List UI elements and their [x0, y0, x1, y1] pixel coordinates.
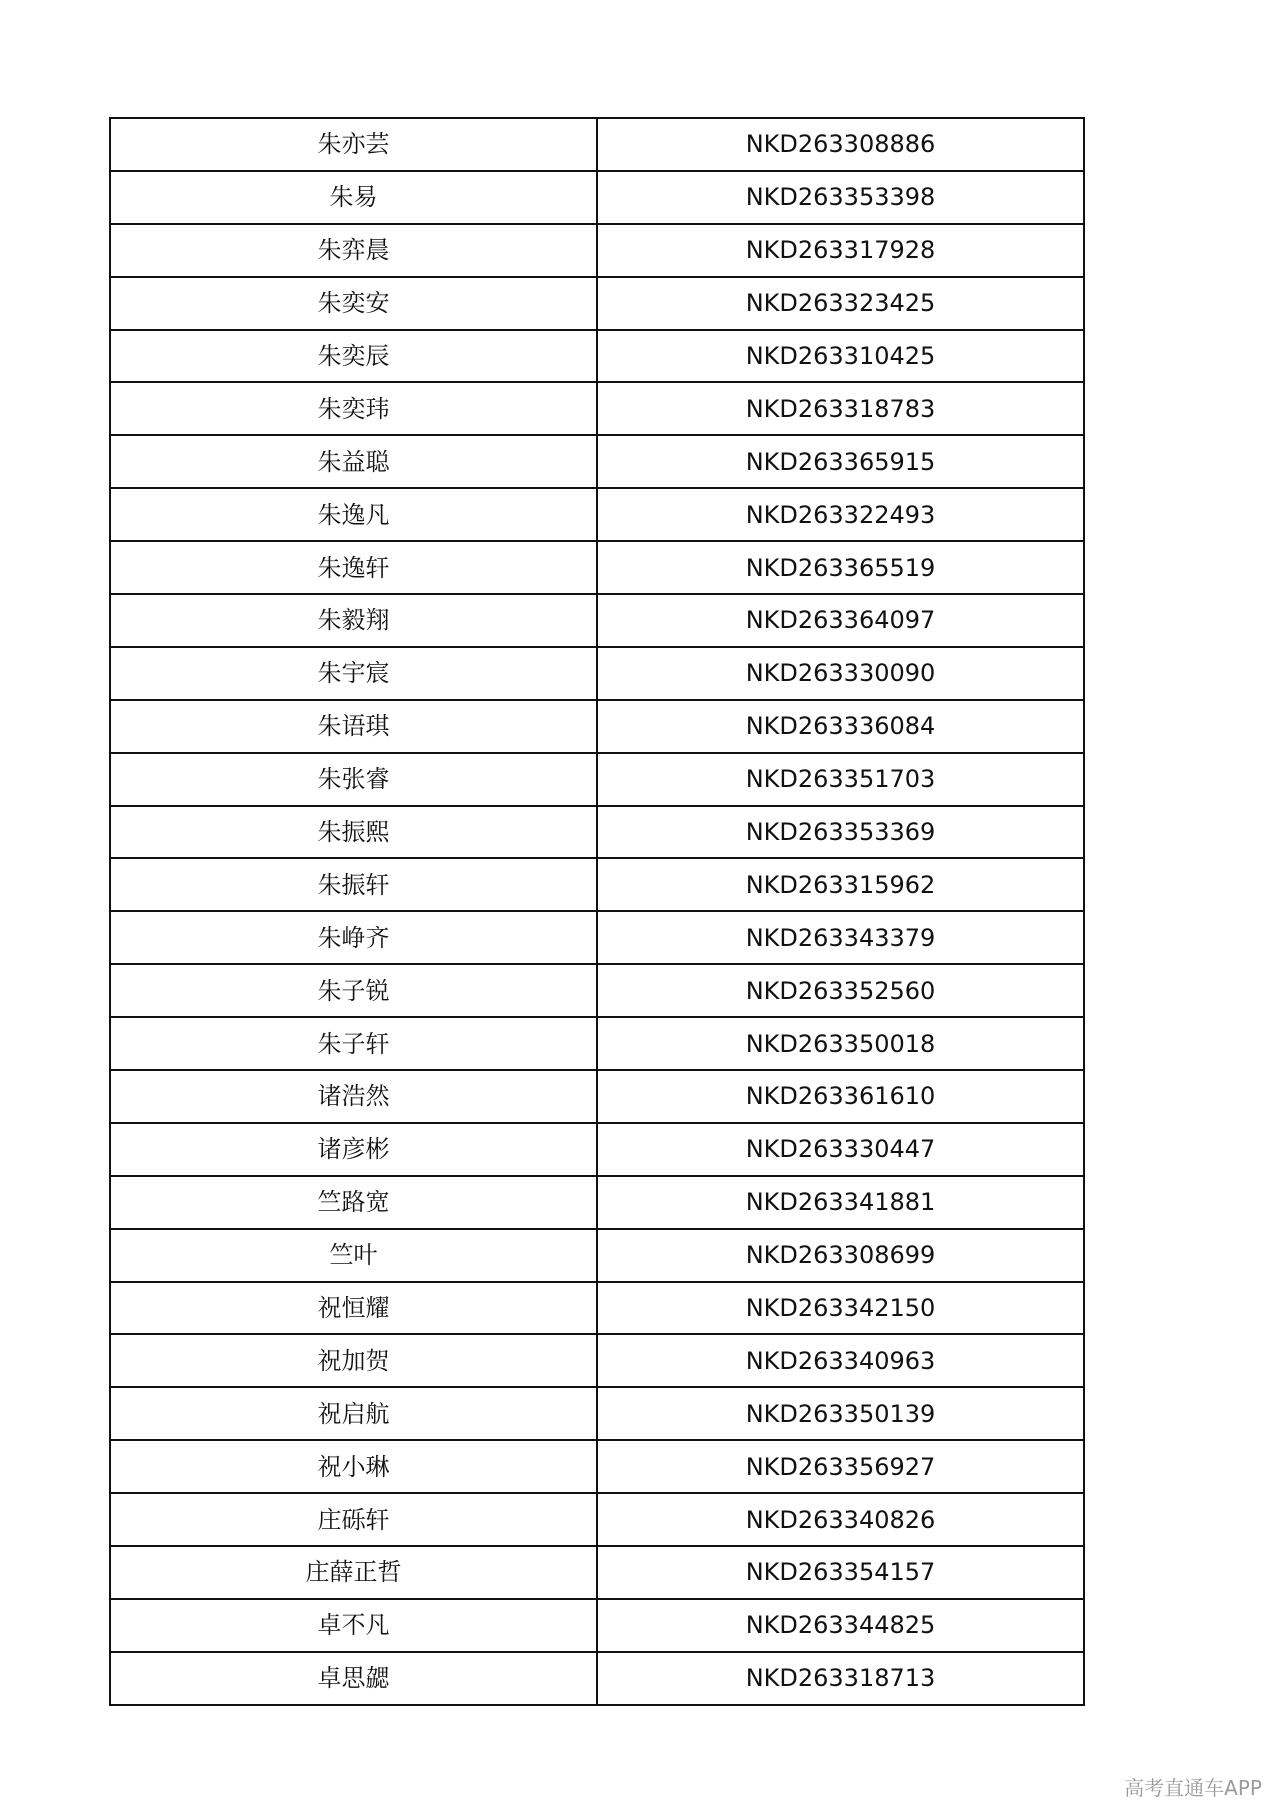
- name-cell: 竺叶: [110, 1229, 597, 1282]
- name-cell: 朱易: [110, 171, 597, 224]
- id-cell: NKD263352560: [597, 964, 1084, 1017]
- table-row: [110, 1176, 1084, 1229]
- roster-table-body: [110, 118, 1084, 1705]
- id-cell: NKD263310425: [597, 330, 1084, 383]
- table-row: [110, 1334, 1084, 1387]
- name-cell: 朱弈晨: [110, 224, 597, 277]
- table-row: [110, 488, 1084, 541]
- name-cell: 朱张睿: [110, 753, 597, 806]
- id-cell: NKD263340963: [597, 1334, 1084, 1387]
- name-cell: 朱奕辰: [110, 330, 597, 383]
- id-cell: NKD263342150: [597, 1282, 1084, 1335]
- id-cell: NKD263323425: [597, 277, 1084, 330]
- name-cell: 朱峥齐: [110, 911, 597, 964]
- name-cell: 朱逸轩: [110, 541, 597, 594]
- name-cell: 朱子轩: [110, 1017, 597, 1070]
- table-row: [110, 1387, 1084, 1440]
- id-cell: NKD263315962: [597, 858, 1084, 911]
- table-row: [110, 118, 1084, 171]
- name-cell: 朱逸凡: [110, 488, 597, 541]
- id-cell: NKD263356927: [597, 1440, 1084, 1493]
- table-row: [110, 224, 1084, 277]
- id-cell: NKD263318783: [597, 382, 1084, 435]
- id-cell: NKD263308699: [597, 1229, 1084, 1282]
- id-cell: NKD263317928: [597, 224, 1084, 277]
- table-row: [110, 806, 1084, 859]
- table-row: [110, 277, 1084, 330]
- table-row: [110, 1070, 1084, 1123]
- table-row: [110, 330, 1084, 383]
- table-row: [110, 964, 1084, 1017]
- id-cell: NKD263336084: [597, 700, 1084, 753]
- roster-table: [109, 117, 1085, 1706]
- table-row: [110, 1652, 1084, 1705]
- name-cell: 祝加贺: [110, 1334, 597, 1387]
- table-row: [110, 541, 1084, 594]
- id-cell: NKD263344825: [597, 1599, 1084, 1652]
- name-cell: 祝小琳: [110, 1440, 597, 1493]
- name-cell: 朱益聪: [110, 435, 597, 488]
- name-cell: 朱振熙: [110, 806, 597, 859]
- table-row: [110, 911, 1084, 964]
- id-cell: NKD263364097: [597, 594, 1084, 647]
- table-row: [110, 1546, 1084, 1599]
- id-cell: NKD263361610: [597, 1070, 1084, 1123]
- name-cell: 祝启航: [110, 1387, 597, 1440]
- table-row: [110, 1282, 1084, 1335]
- name-cell: 朱语琪: [110, 700, 597, 753]
- name-cell: 朱子锐: [110, 964, 597, 1017]
- name-cell: 朱奕玮: [110, 382, 597, 435]
- id-cell: NKD263353369: [597, 806, 1084, 859]
- id-cell: NKD263354157: [597, 1546, 1084, 1599]
- id-cell: NKD263365915: [597, 435, 1084, 488]
- table-row: [110, 858, 1084, 911]
- table-row: [110, 1017, 1084, 1070]
- table-row: [110, 171, 1084, 224]
- id-cell: NKD263322493: [597, 488, 1084, 541]
- table-row: [110, 647, 1084, 700]
- table-row: [110, 1599, 1084, 1652]
- table-row: [110, 382, 1084, 435]
- id-cell: NKD263353398: [597, 171, 1084, 224]
- name-cell: 竺路宽: [110, 1176, 597, 1229]
- name-cell: 祝恒耀: [110, 1282, 597, 1335]
- id-cell: NKD263330090: [597, 647, 1084, 700]
- id-cell: NKD263308886: [597, 118, 1084, 171]
- id-cell: NKD263350018: [597, 1017, 1084, 1070]
- name-cell: 朱宇宸: [110, 647, 597, 700]
- id-cell: NKD263350139: [597, 1387, 1084, 1440]
- table-row: [110, 1123, 1084, 1176]
- name-cell: 诸浩然: [110, 1070, 597, 1123]
- name-cell: 朱亦芸: [110, 118, 597, 171]
- table-row: [110, 1229, 1084, 1282]
- table-row: [110, 435, 1084, 488]
- table-row: [110, 700, 1084, 753]
- watermark-text: 高考直通车APP: [1124, 1776, 1262, 1800]
- name-cell: 朱毅翔: [110, 594, 597, 647]
- id-cell: NKD263351703: [597, 753, 1084, 806]
- id-cell: NKD263343379: [597, 911, 1084, 964]
- name-cell: 卓思勰: [110, 1652, 597, 1705]
- id-cell: NKD263318713: [597, 1652, 1084, 1705]
- id-cell: NKD263341881: [597, 1176, 1084, 1229]
- table-row: [110, 753, 1084, 806]
- id-cell: NKD263340826: [597, 1493, 1084, 1546]
- name-cell: 庄薛正哲: [110, 1546, 597, 1599]
- id-cell: NKD263330447: [597, 1123, 1084, 1176]
- table-row: [110, 1493, 1084, 1546]
- table-row: [110, 1440, 1084, 1493]
- name-cell: 朱奕安: [110, 277, 597, 330]
- name-cell: 庄砾轩: [110, 1493, 597, 1546]
- name-cell: 朱振轩: [110, 858, 597, 911]
- id-cell: NKD263365519: [597, 541, 1084, 594]
- name-cell: 卓不凡: [110, 1599, 597, 1652]
- name-cell: 诸彦彬: [110, 1123, 597, 1176]
- table-row: [110, 594, 1084, 647]
